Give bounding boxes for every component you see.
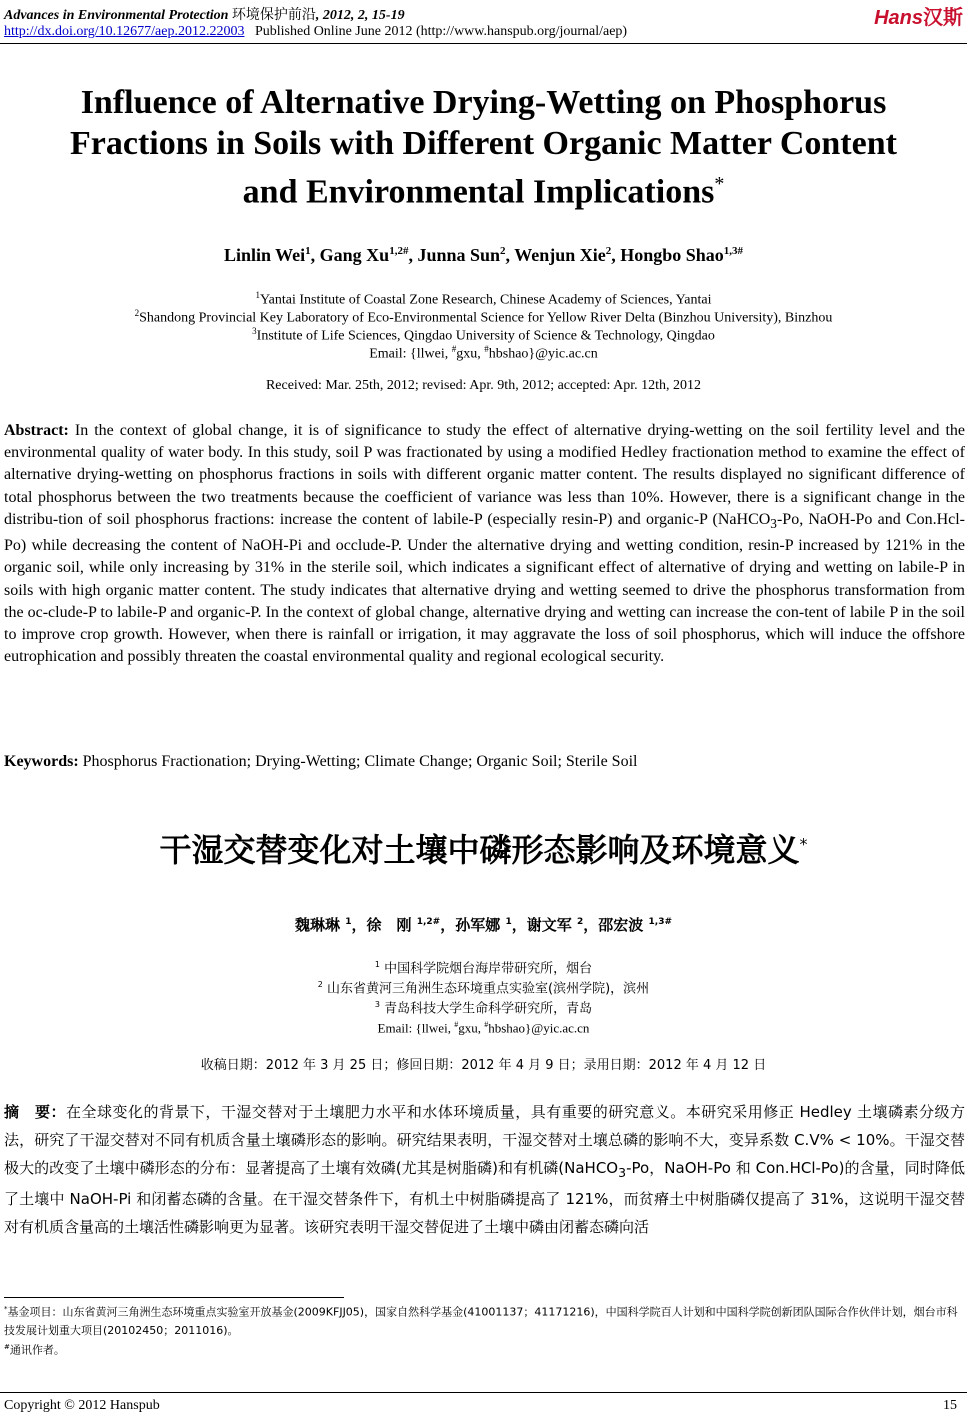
author-separator: , xyxy=(310,245,320,265)
abstract-label: Abstract: xyxy=(4,422,69,439)
cn-abstract-text-1: 在全球变化的背景下，干湿交替对于土壤肥力水平和水体环境质量，具有重要的研究意义。本研究采用修正 Hedley 土壤磷素分级方法，研究了干湿交替对不同有机质含量土壤磷形态的影响。研究结果表明，干湿交替对土壤总磷的影响不大，变异系数 C.V% < 10%。干湿交替极大的改变了土壤中磷形态的分布：显著提高了土壤有效磷(尤其是树脂磷)和有机磷(NaHCO xyxy=(4,1103,965,1177)
affiliation-text: Institute of Life Sciences, Qingdao University of Science & Technology, Qingdao xyxy=(256,328,715,344)
footnote-mark: # xyxy=(4,1343,10,1351)
author-separator: , xyxy=(611,245,621,265)
cn-abstract-label: 摘 要： xyxy=(4,1103,66,1121)
cn-affiliation-sup: 2 xyxy=(317,980,323,989)
email-suffix: hbshao}@yic.ac.cn xyxy=(488,1020,590,1036)
footnote-text: 基金项目：山东省黄河三角洲生态环境重点实验室开放基金(2009KFJJ05)，国家自然科学基金(41001137；41171216)，中国科学院百人计划和中国科学院创新团队国际合作伙伴计划，烟台市科技发展计划重大项目(20102450；2011016)。 xyxy=(4,1305,958,1337)
cn-author-separator: ， xyxy=(440,916,456,934)
cn-author-separator: ， xyxy=(583,916,599,934)
author-name: Wenjun Xie xyxy=(514,245,606,265)
doi-link[interactable]: http://dx.doi.org/10.12677/aep.2012.22003 xyxy=(4,24,245,39)
cn-author-name: 魏琳琳 xyxy=(294,916,340,934)
affiliation-text: Yantai Institute of Coastal Zone Research, Chinese Academy of Sciences, Yantai xyxy=(259,292,712,308)
funding-footnote xyxy=(4,1300,965,1340)
chinese-author-list xyxy=(0,914,967,935)
abstract-text-2: -Po, NaOH-Po and Con.Hcl-Po) while decreasing the content of NaOH-Pi and occlude-P. Under the alternative drying and wetting condition, resin-P increased by 121% in the organic soil, while only increasing by 31% in the sterile soil, which indicates a significant effect of alternative of drying and wetting on labile-P in soils with high organic matter content. The study indicates that alternative drying and wetting seemed to drive the phosphorus transformation from the oc-clude-P to labile-P and organic-P. In the context of global change, alternative drying and wetting can increase the con-tent of labile P in the soil to improve crop growth. However, when there is rainfall or irrigation, it may aggravate the loss of soil phosphorus, which will induce the offshore eutrophication and possibly threaten the coastal environmental quality and regional ecological security. xyxy=(4,510,965,666)
cn-author-name: 邵宏波 xyxy=(598,916,644,934)
cn-abstract-text-2: -Po，NaOH-Po 和 Con.HCl-Po)的含量，同时降低了土壤中 NaOH-Pi 和闭蓄态磷的含量。在干湿交替条件下，有机土中树脂磷提高了 121%，而贫瘠土中树脂磷仅提高了 31%，这说明干湿交替对有机质含量高的土壤活性磷影响更为显著。该研究表明干湿交替促进了土壤中磷由闭蓄态磷向活 xyxy=(4,1158,965,1237)
cn-affiliation-text: 山东省黄河三角洲生态环境重点实验室(滨州学院)，滨州 xyxy=(327,981,650,997)
abstract xyxy=(4,420,965,668)
email-mark: # xyxy=(484,344,489,354)
author-separator: , xyxy=(408,245,418,265)
author-name: Hongbo Shao xyxy=(620,245,724,265)
corresponding-footnote xyxy=(4,1338,965,1360)
abstract-subscript: 3 xyxy=(770,516,777,531)
author-list xyxy=(0,245,967,266)
footnote-divider xyxy=(4,1297,344,1298)
keywords-text: Phosphorus Fractionation; Drying-Wetting; Climate Change; Organic Soil; Sterile Soil xyxy=(78,753,638,770)
publisher-logo xyxy=(874,1,963,30)
received-dates: Received: Mar. 25th, 2012; revised: Apr. 9th, 2012; accepted: Apr. 12th, 2012 xyxy=(265,378,702,393)
logo-text-en: Hans xyxy=(874,7,923,29)
email-suffix: hbshao}@yic.ac.cn xyxy=(488,346,598,362)
author-name: Junna Sun xyxy=(417,245,501,265)
journal-name-cn: 环境保护前沿 xyxy=(231,8,316,23)
author-affil-sup: 1,3# xyxy=(723,245,744,257)
abstract-text-1: In the context of global change, it is of significance to study the effect of alternative drying-wetting on the soil fertility level and the environmental quality of water body. In this study, soil P was fractionated by using a modified Hedley fractionation method to examine the effect of alternative drying-wetting on phosphorus fractions in soils with different organic matter content. The results displayed no significant difference of total phosphorus between the two treatments because the coefficient of variance was less than 10%. However, there is a significant change in the distribu-tion of soil phosphorus fractions: increase the content of labile-P (especially resin-P) and organic-P (NaHCO xyxy=(4,422,965,528)
email-prefix: Email: {llwei, xyxy=(369,346,452,362)
author-affil-sup: 2 xyxy=(500,245,506,257)
doi-line xyxy=(4,24,627,40)
email-prefix: Email: {llwei, xyxy=(377,1020,455,1036)
footnote-mark: * xyxy=(4,1305,8,1313)
cn-affiliation-sup: 1 xyxy=(374,960,380,969)
chinese-abstract xyxy=(4,1099,965,1242)
logo-text-cn: 汉斯 xyxy=(923,7,963,29)
affiliation-sup: 3 xyxy=(252,326,257,336)
header-divider xyxy=(0,43,967,44)
chinese-title-text: 干湿交替变化对土壤中磷形态影响及环境意义 xyxy=(159,831,800,869)
affiliation-sup: 2 xyxy=(134,308,140,318)
title-line-1: Influence of Alternative Drying-Wetting on Phosphorus xyxy=(80,84,887,121)
title-footnote-mark: * xyxy=(714,173,725,195)
author-affil-sup: 1 xyxy=(305,245,311,257)
chinese-title-mark: * xyxy=(799,834,808,854)
cn-author-separator: ， xyxy=(511,916,527,934)
cn-author-sup: 1,3# xyxy=(648,917,673,927)
author-affil-sup: 2 xyxy=(605,245,612,257)
affiliation-text: Shandong Provincial Key Laboratory of Eco-Environmental Science for Yellow River Delta (Binzhou University), Binzhou xyxy=(139,310,833,326)
copyright: Copyright © 2012 Hanspub xyxy=(4,1398,160,1413)
title-line-3: and Environmental Implications xyxy=(242,173,715,211)
chinese-title xyxy=(0,825,967,871)
page-number: 15 xyxy=(943,1398,957,1413)
journal-issue: , 2012, 2, 15-19 xyxy=(315,8,405,23)
cn-author-name: 徐 刚 xyxy=(366,916,412,934)
keywords-label: Keywords: xyxy=(4,753,79,770)
affiliation-sup: 1 xyxy=(255,290,260,300)
journal-name-en: Advances in Environmental Protection xyxy=(4,8,229,23)
cn-author-name: 谢文军 xyxy=(526,916,572,934)
title-line-2: Fractions in Soils with Different Organic Matter Content xyxy=(70,125,897,162)
cn-received-dates: 收稿日期：2012 年 3 月 25 日；修回日期：2012 年 4 月 9 日；录用日期：2012 年 4 月 12 日 xyxy=(200,1058,767,1073)
author-affil-sup: 1,2# xyxy=(389,245,409,257)
cn-abstract-subscript: 3 xyxy=(618,1164,627,1180)
email-mid: gxu, xyxy=(458,1020,485,1036)
footnote-text: 通讯作者。 xyxy=(9,1343,65,1357)
cn-affiliation-text: 中国科学院烟台海岸带研究所，烟台 xyxy=(384,961,593,977)
keywords xyxy=(4,753,965,771)
email-line xyxy=(0,340,967,364)
cn-affiliation-text: 青岛科技大学生命科学研究所，青岛 xyxy=(384,1001,593,1017)
cn-author-sup: 1 xyxy=(505,917,512,927)
cn-email-line xyxy=(0,1016,967,1037)
email-mark: # xyxy=(454,1020,459,1029)
cn-affiliation-1 xyxy=(0,956,967,978)
email-mark: # xyxy=(484,1020,489,1029)
cn-author-name: 孙军娜 xyxy=(455,916,501,934)
cn-affiliation-sup: 3 xyxy=(374,1000,380,1009)
email-mid: gxu, xyxy=(456,346,485,362)
cn-author-sup: 1,2# xyxy=(416,917,441,927)
author-name: Gang Xu xyxy=(319,245,390,265)
cn-author-sup: 1 xyxy=(345,917,352,927)
cn-affiliation-3 xyxy=(0,996,967,1018)
email-mark: # xyxy=(451,344,457,354)
author-separator: , xyxy=(505,245,515,265)
author-name: Linlin Wei xyxy=(223,245,306,265)
footer-divider xyxy=(0,1392,967,1393)
published-online: Published Online June 2012 (http://www.hanspub.org/journal/aep) xyxy=(254,24,628,39)
cn-affiliation-2 xyxy=(0,976,967,998)
paper-title xyxy=(20,82,947,212)
cn-author-separator: ， xyxy=(351,916,367,934)
cn-author-sup: 2 xyxy=(577,917,584,927)
journal-header xyxy=(4,4,405,24)
